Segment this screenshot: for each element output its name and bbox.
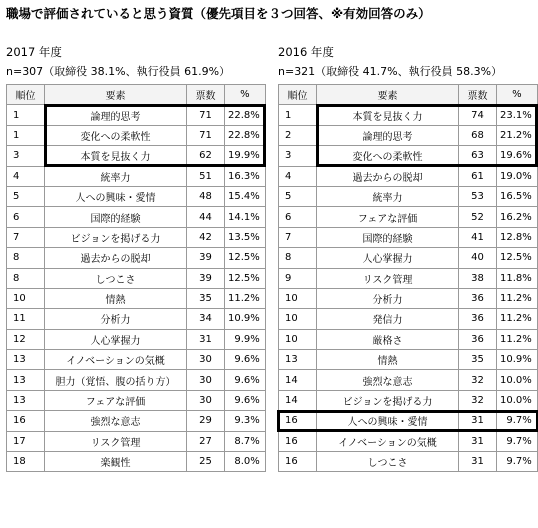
rank-cell: 13 <box>279 350 317 370</box>
ranking-table-2017 <box>6 84 266 472</box>
table-block-2016 <box>278 42 538 472</box>
item-cell: 論理的思考 <box>317 125 459 145</box>
rank-cell: 3 <box>7 146 45 166</box>
votes-cell: 62 <box>187 146 225 166</box>
rank-cell: 8 <box>7 268 45 288</box>
votes-cell: 30 <box>187 390 225 410</box>
item-cell: 過去からの脱却 <box>45 248 187 268</box>
votes-cell: 48 <box>187 186 225 206</box>
table-wrapper-2016 <box>278 84 538 472</box>
percent-cell: 13.5% <box>225 227 266 247</box>
table-row <box>7 370 266 390</box>
votes-cell: 71 <box>187 125 225 145</box>
votes-cell: 51 <box>187 166 225 186</box>
header-rank: 順位 <box>279 85 317 105</box>
item-cell: 胆力（覚悟、腹の括り方） <box>45 370 187 390</box>
votes-cell: 36 <box>459 309 497 329</box>
votes-cell: 31 <box>187 329 225 349</box>
item-cell: イノベーションの気概 <box>317 431 459 451</box>
table-row <box>7 350 266 370</box>
rank-cell: 14 <box>279 390 317 410</box>
table-row <box>279 329 538 349</box>
rank-cell: 2 <box>279 125 317 145</box>
item-cell: フェアな評価 <box>317 207 459 227</box>
percent-cell: 12.8% <box>497 227 538 247</box>
percent-cell: 11.2% <box>497 329 538 349</box>
table-row <box>279 350 538 370</box>
item-cell: 変化への柔軟性 <box>45 125 187 145</box>
percent-cell: 19.9% <box>225 146 266 166</box>
item-cell: イノベーションの気概 <box>45 350 187 370</box>
table-row <box>7 146 266 166</box>
rank-cell: 12 <box>7 329 45 349</box>
votes-cell: 74 <box>459 105 497 125</box>
item-cell: 強烈な意志 <box>45 411 187 431</box>
percent-cell: 9.7% <box>497 452 538 472</box>
rank-cell: 1 <box>7 105 45 125</box>
table-row <box>279 186 538 206</box>
year-label-2017: 2017 年度 <box>6 45 62 59</box>
rank-cell: 13 <box>7 370 45 390</box>
table-row <box>7 105 266 125</box>
table-row <box>279 268 538 288</box>
header-item: 要素 <box>317 85 459 105</box>
table-row <box>279 125 538 145</box>
table-row <box>7 329 266 349</box>
table-row <box>7 288 266 308</box>
ranking-table-2016 <box>278 84 538 472</box>
votes-cell: 68 <box>459 125 497 145</box>
percent-cell: 19.0% <box>497 166 538 186</box>
rank-cell: 10 <box>279 288 317 308</box>
item-cell: 変化への柔軟性 <box>317 146 459 166</box>
item-cell: 楽観性 <box>45 452 187 472</box>
table-row <box>279 288 538 308</box>
item-cell: 人心掌握力 <box>317 248 459 268</box>
rank-cell: 1 <box>279 105 317 125</box>
table-row <box>279 248 538 268</box>
rank-cell: 5 <box>279 186 317 206</box>
table-row <box>279 452 538 472</box>
header-item: 要素 <box>45 85 187 105</box>
percent-cell: 9.3% <box>225 411 266 431</box>
table-row <box>7 411 266 431</box>
votes-cell: 61 <box>459 166 497 186</box>
votes-cell: 34 <box>187 309 225 329</box>
table-row <box>279 370 538 390</box>
votes-cell: 32 <box>459 370 497 390</box>
percent-cell: 16.3% <box>225 166 266 186</box>
item-cell: 過去からの脱却 <box>317 166 459 186</box>
percent-cell: 10.0% <box>497 390 538 410</box>
percent-cell: 22.8% <box>225 125 266 145</box>
percent-cell: 14.1% <box>225 207 266 227</box>
votes-cell: 44 <box>187 207 225 227</box>
votes-cell: 32 <box>459 390 497 410</box>
rank-cell: 18 <box>7 452 45 472</box>
percent-cell: 12.5% <box>497 248 538 268</box>
votes-cell: 40 <box>459 248 497 268</box>
header-votes: 票数 <box>459 85 497 105</box>
table-row <box>279 411 538 431</box>
rank-cell: 14 <box>279 370 317 390</box>
item-cell: 分析力 <box>317 288 459 308</box>
votes-cell: 31 <box>459 431 497 451</box>
percent-cell: 10.9% <box>497 350 538 370</box>
table-row <box>279 146 538 166</box>
item-cell: 強烈な意志 <box>317 370 459 390</box>
percent-cell: 21.2% <box>497 125 538 145</box>
item-cell: 本質を見抜く力 <box>45 146 187 166</box>
percent-cell: 9.6% <box>225 370 266 390</box>
table-row <box>279 207 538 227</box>
item-cell: 情熱 <box>317 350 459 370</box>
rank-cell: 7 <box>7 227 45 247</box>
percent-cell: 12.5% <box>225 268 266 288</box>
header-percent: % <box>225 85 266 105</box>
votes-cell: 39 <box>187 248 225 268</box>
votes-cell: 31 <box>459 452 497 472</box>
votes-cell: 35 <box>187 288 225 308</box>
votes-cell: 52 <box>459 207 497 227</box>
votes-cell: 35 <box>459 350 497 370</box>
table-row <box>7 452 266 472</box>
table-row <box>7 248 266 268</box>
votes-cell: 36 <box>459 288 497 308</box>
votes-cell: 25 <box>187 452 225 472</box>
percent-cell: 23.1% <box>497 105 538 125</box>
item-cell: 厳格さ <box>317 329 459 349</box>
rank-cell: 5 <box>7 186 45 206</box>
percent-cell: 11.2% <box>497 288 538 308</box>
item-cell: 人心掌握力 <box>45 329 187 349</box>
table-row <box>7 309 266 329</box>
table-row <box>279 227 538 247</box>
item-cell: リスク管理 <box>45 431 187 451</box>
table-row <box>279 309 538 329</box>
rank-cell: 16 <box>279 452 317 472</box>
percent-cell: 11.8% <box>497 268 538 288</box>
table-row <box>7 186 266 206</box>
table-row <box>7 125 266 145</box>
rank-cell: 4 <box>7 166 45 186</box>
table-block-2017 <box>6 42 266 472</box>
rank-cell: 16 <box>279 411 317 431</box>
votes-cell: 39 <box>187 268 225 288</box>
rank-cell: 11 <box>7 309 45 329</box>
sample-info-2016: n=321（取締役 41.7%、執行役員 58.3%） <box>278 65 503 78</box>
year-label-2016: 2016 年度 <box>278 45 334 59</box>
percent-cell: 8.7% <box>225 431 266 451</box>
votes-cell: 29 <box>187 411 225 431</box>
rank-cell: 3 <box>279 146 317 166</box>
item-cell: リスク管理 <box>317 268 459 288</box>
percent-cell: 9.7% <box>497 411 538 431</box>
page-title: 職場で評価されていると思う資質（優先項目を３つ回答、※有効回答のみ） <box>6 6 431 21</box>
percent-cell: 9.7% <box>497 431 538 451</box>
item-cell: 人への興味・愛情 <box>45 186 187 206</box>
rank-cell: 4 <box>279 166 317 186</box>
item-cell: 国際的経験 <box>317 227 459 247</box>
table-row <box>7 227 266 247</box>
votes-cell: 42 <box>187 227 225 247</box>
header-percent: % <box>497 85 538 105</box>
percent-cell: 16.5% <box>497 186 538 206</box>
rank-cell: 1 <box>7 125 45 145</box>
header-votes: 票数 <box>187 85 225 105</box>
table-row <box>279 390 538 410</box>
percent-cell: 16.2% <box>497 207 538 227</box>
rank-cell: 13 <box>7 390 45 410</box>
percent-cell: 11.2% <box>497 309 538 329</box>
table-row <box>7 268 266 288</box>
item-cell: 統率力 <box>317 186 459 206</box>
item-cell: 人への興味・愛情 <box>317 411 459 431</box>
item-cell: しつこさ <box>317 452 459 472</box>
sample-info-2017: n=307（取締役 38.1%、執行役員 61.9%） <box>6 65 231 78</box>
header-rank: 順位 <box>7 85 45 105</box>
item-cell: 情熱 <box>45 288 187 308</box>
percent-cell: 9.6% <box>225 350 266 370</box>
percent-cell: 10.9% <box>225 309 266 329</box>
rank-cell: 16 <box>7 411 45 431</box>
item-cell: 論理的思考 <box>45 105 187 125</box>
percent-cell: 15.4% <box>225 186 266 206</box>
rank-cell: 9 <box>279 268 317 288</box>
table-row <box>279 166 538 186</box>
percent-cell: 9.6% <box>225 390 266 410</box>
table-row <box>7 207 266 227</box>
item-cell: 発信力 <box>317 309 459 329</box>
item-cell: 統率力 <box>45 166 187 186</box>
percent-cell: 11.2% <box>225 288 266 308</box>
rank-cell: 6 <box>279 207 317 227</box>
votes-cell: 41 <box>459 227 497 247</box>
rank-cell: 16 <box>279 431 317 451</box>
votes-cell: 53 <box>459 186 497 206</box>
item-cell: 国際的経験 <box>45 207 187 227</box>
percent-cell: 19.6% <box>497 146 538 166</box>
item-cell: ビジョンを掲げる力 <box>317 390 459 410</box>
item-cell: 分析力 <box>45 309 187 329</box>
votes-cell: 71 <box>187 105 225 125</box>
table-row <box>279 105 538 125</box>
votes-cell: 27 <box>187 431 225 451</box>
rank-cell: 17 <box>7 431 45 451</box>
table-row <box>7 431 266 451</box>
item-cell: 本質を見抜く力 <box>317 105 459 125</box>
rank-cell: 10 <box>7 288 45 308</box>
item-cell: フェアな評価 <box>45 390 187 410</box>
percent-cell: 9.9% <box>225 329 266 349</box>
votes-cell: 31 <box>459 411 497 431</box>
table-row <box>7 166 266 186</box>
percent-cell: 12.5% <box>225 248 266 268</box>
votes-cell: 30 <box>187 350 225 370</box>
percent-cell: 10.0% <box>497 370 538 390</box>
table-row <box>279 431 538 451</box>
rank-cell: 8 <box>279 248 317 268</box>
percent-cell: 22.8% <box>225 105 266 125</box>
rank-cell: 13 <box>7 350 45 370</box>
rank-cell: 8 <box>7 248 45 268</box>
votes-cell: 63 <box>459 146 497 166</box>
item-cell: しつこさ <box>45 268 187 288</box>
votes-cell: 30 <box>187 370 225 390</box>
percent-cell: 8.0% <box>225 452 266 472</box>
rank-cell: 7 <box>279 227 317 247</box>
rank-cell: 6 <box>7 207 45 227</box>
item-cell: ビジョンを掲げる力 <box>45 227 187 247</box>
table-row <box>7 390 266 410</box>
table-wrapper-2017 <box>6 84 266 472</box>
rank-cell: 10 <box>279 309 317 329</box>
votes-cell: 36 <box>459 329 497 349</box>
votes-cell: 38 <box>459 268 497 288</box>
rank-cell: 10 <box>279 329 317 349</box>
